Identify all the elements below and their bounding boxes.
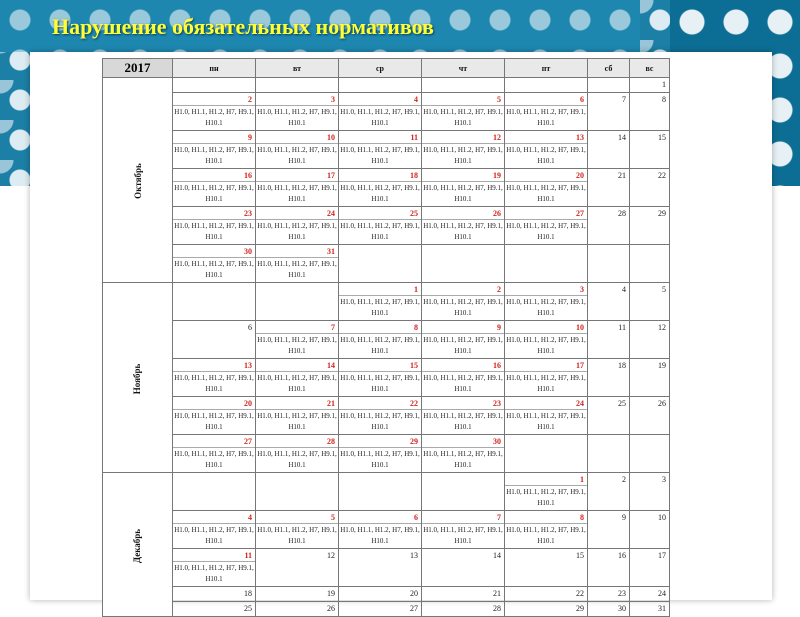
day-cell — [505, 131, 588, 169]
day-cell — [630, 93, 670, 131]
day-cell — [505, 602, 588, 617]
day-cell — [422, 435, 505, 473]
violation-codes: Н1.0, Н1.1, Н1.2, Н7, Н9.1, Н10.1 — [339, 143, 421, 168]
violation-codes: Н1.0, Н1.1, Н1.2, Н7, Н9.1, Н10.1 — [339, 447, 421, 472]
day-cell — [588, 321, 630, 359]
day-number: 26 — [658, 399, 666, 408]
page-title: Нарушение обязательных нормативов — [52, 14, 434, 39]
violation-codes: Н1.0, Н1.1, Н1.2, Н7, Н9.1, Н10.1 — [173, 409, 255, 434]
day-number: 31 — [327, 247, 335, 256]
violation-codes: Н1.0, Н1.1, Н1.2, Н7, Н9.1, Н10.1 — [505, 409, 587, 434]
day-cell — [588, 283, 630, 321]
day-number: 21 — [493, 589, 501, 598]
violation-codes: Н1.0, Н1.1, Н1.2, Н7, Н9.1, Н10.1 — [422, 143, 504, 168]
day-cell — [173, 169, 256, 207]
day-cell — [173, 435, 256, 473]
day-number: 2 — [497, 285, 501, 294]
weekday-header: чт — [422, 59, 505, 78]
day-number: 5 — [662, 285, 666, 294]
calendar-week-row — [103, 602, 670, 617]
day-cell — [173, 78, 256, 93]
violation-codes: Н1.0, Н1.1, Н1.2, Н7, Н9.1, Н10.1 — [422, 523, 504, 548]
day-cell — [256, 435, 339, 473]
day-number: 3 — [580, 285, 584, 294]
day-number: 5 — [331, 513, 335, 522]
day-cell — [339, 587, 422, 602]
violation-codes: Н1.0, Н1.1, Н1.2, Н7, Н9.1, Н10.1 — [422, 181, 504, 206]
calendar-week-row — [103, 169, 670, 207]
violation-codes: Н1.0, Н1.1, Н1.2, Н7, Н9.1, Н10.1 — [256, 181, 338, 206]
day-number: 2 — [622, 475, 626, 484]
day-cell — [588, 169, 630, 207]
day-cell — [505, 397, 588, 435]
day-number: 28 — [618, 209, 626, 218]
day-number: 16 — [244, 171, 252, 180]
day-cell — [256, 131, 339, 169]
day-number: 1 — [580, 475, 584, 484]
month-name: Ноябрь — [132, 363, 143, 394]
day-number: 20 — [410, 589, 418, 598]
day-cell — [339, 549, 422, 587]
day-cell — [422, 359, 505, 397]
day-cell — [422, 473, 505, 511]
violation-codes: Н1.0, Н1.1, Н1.2, Н7, Н9.1, Н10.1 — [505, 371, 587, 396]
day-number: 7 — [622, 95, 626, 104]
day-cell — [339, 602, 422, 617]
day-number: 27 — [576, 209, 584, 218]
day-cell — [256, 397, 339, 435]
day-cell — [339, 321, 422, 359]
day-number: 2 — [248, 95, 252, 104]
day-cell — [630, 321, 670, 359]
calendar-week-row — [103, 397, 670, 435]
day-number: 10 — [327, 133, 335, 142]
day-number: 15 — [658, 133, 666, 142]
day-cell — [256, 321, 339, 359]
violation-codes: Н1.0, Н1.1, Н1.2, Н7, Н9.1, Н10.1 — [173, 561, 255, 586]
violation-codes: Н1.0, Н1.1, Н1.2, Н7, Н9.1, Н10.1 — [339, 371, 421, 396]
violation-codes: Н1.0, Н1.1, Н1.2, Н7, Н9.1, Н10.1 — [505, 181, 587, 206]
day-cell — [505, 93, 588, 131]
day-number: 26 — [327, 604, 335, 613]
day-cell — [422, 169, 505, 207]
day-number: 11 — [244, 551, 252, 560]
day-number: 25 — [618, 399, 626, 408]
day-cell — [630, 207, 670, 245]
day-number: 16 — [618, 551, 626, 560]
day-cell — [173, 587, 256, 602]
day-cell — [505, 549, 588, 587]
day-cell — [588, 511, 630, 549]
day-number: 14 — [327, 361, 335, 370]
day-number: 12 — [493, 133, 501, 142]
violation-codes: Н1.0, Н1.1, Н1.2, Н7, Н9.1, Н10.1 — [422, 219, 504, 244]
day-cell — [630, 359, 670, 397]
day-cell — [588, 131, 630, 169]
day-cell — [256, 473, 339, 511]
day-cell — [422, 511, 505, 549]
day-cell — [256, 549, 339, 587]
day-number: 22 — [576, 589, 584, 598]
violation-codes: Н1.0, Н1.1, Н1.2, Н7, Н9.1, Н10.1 — [422, 371, 504, 396]
day-cell — [173, 283, 256, 321]
day-number: 18 — [410, 171, 418, 180]
day-cell — [588, 397, 630, 435]
violation-codes: Н1.0, Н1.1, Н1.2, Н7, Н9.1, Н10.1 — [339, 181, 421, 206]
day-cell — [630, 397, 670, 435]
day-number: 3 — [331, 95, 335, 104]
day-number: 24 — [327, 209, 335, 218]
day-number: 11 — [618, 323, 626, 332]
day-number: 19 — [658, 361, 666, 370]
violation-codes: Н1.0, Н1.1, Н1.2, Н7, Н9.1, Н10.1 — [339, 409, 421, 434]
day-number: 22 — [658, 171, 666, 180]
calendar-week-row — [103, 587, 670, 602]
day-cell — [256, 207, 339, 245]
day-cell — [173, 549, 256, 587]
day-number: 4 — [622, 285, 626, 294]
day-number: 15 — [576, 551, 584, 560]
day-number: 6 — [414, 513, 418, 522]
day-number: 27 — [244, 437, 252, 446]
day-number: 3 — [662, 475, 666, 484]
day-number: 1 — [414, 285, 418, 294]
violation-codes: Н1.0, Н1.1, Н1.2, Н7, Н9.1, Н10.1 — [422, 409, 504, 434]
month-name: Декабрь — [132, 528, 143, 563]
violation-codes: Н1.0, Н1.1, Н1.2, Н7, Н9.1, Н10.1 — [505, 219, 587, 244]
day-cell — [256, 602, 339, 617]
calendar-table — [102, 58, 670, 617]
day-number: 11 — [410, 133, 418, 142]
day-cell — [422, 283, 505, 321]
day-number: 7 — [331, 323, 335, 332]
day-cell — [630, 245, 670, 283]
day-number: 23 — [618, 589, 626, 598]
day-cell — [422, 587, 505, 602]
violation-codes: Н1.0, Н1.1, Н1.2, Н7, Н9.1, Н10.1 — [422, 447, 504, 472]
day-cell — [505, 78, 588, 93]
day-cell — [588, 207, 630, 245]
day-number: 17 — [327, 171, 335, 180]
weekday-header: вт — [256, 59, 339, 78]
day-number: 9 — [622, 513, 626, 522]
day-cell — [339, 359, 422, 397]
day-number: 13 — [576, 133, 584, 142]
violation-codes: Н1.0, Н1.1, Н1.2, Н7, Н9.1, Н10.1 — [173, 219, 255, 244]
day-cell — [588, 245, 630, 283]
day-cell — [630, 473, 670, 511]
day-number: 13 — [410, 551, 418, 560]
day-number: 8 — [580, 513, 584, 522]
month-label — [103, 283, 173, 473]
day-cell — [630, 435, 670, 473]
violation-codes: Н1.0, Н1.1, Н1.2, Н7, Н9.1, Н10.1 — [339, 219, 421, 244]
calendar-header-row — [103, 59, 670, 78]
day-number: 25 — [410, 209, 418, 218]
day-number: 19 — [493, 171, 501, 180]
day-number: 21 — [327, 399, 335, 408]
day-number: 6 — [580, 95, 584, 104]
violation-codes: Н1.0, Н1.1, Н1.2, Н7, Н9.1, Н10.1 — [173, 181, 255, 206]
day-number: 20 — [576, 171, 584, 180]
day-cell — [173, 207, 256, 245]
violation-codes: Н1.0, Н1.1, Н1.2, Н7, Н9.1, Н10.1 — [256, 409, 338, 434]
day-cell — [422, 549, 505, 587]
day-cell — [256, 169, 339, 207]
day-cell — [256, 283, 339, 321]
violation-codes: Н1.0, Н1.1, Н1.2, Н7, Н9.1, Н10.1 — [256, 447, 338, 472]
calendar-week-row — [103, 321, 670, 359]
month-label — [103, 473, 173, 617]
day-cell — [630, 78, 670, 93]
day-cell — [173, 511, 256, 549]
calendar-week-row — [103, 131, 670, 169]
day-number: 15 — [410, 361, 418, 370]
day-cell — [505, 587, 588, 602]
violation-codes: Н1.0, Н1.1, Н1.2, Н7, Н9.1, Н10.1 — [505, 295, 587, 320]
violation-codes: Н1.0, Н1.1, Н1.2, Н7, Н9.1, Н10.1 — [422, 333, 504, 358]
day-number: 16 — [493, 361, 501, 370]
day-cell — [256, 93, 339, 131]
day-cell — [588, 93, 630, 131]
day-cell — [339, 245, 422, 283]
day-number: 28 — [493, 604, 501, 613]
violation-codes: Н1.0, Н1.1, Н1.2, Н7, Н9.1, Н10.1 — [173, 447, 255, 472]
violation-codes: Н1.0, Н1.1, Н1.2, Н7, Н9.1, Н10.1 — [339, 105, 421, 130]
day-cell — [173, 131, 256, 169]
violation-codes: Н1.0, Н1.1, Н1.2, Н7, Н9.1, Н10.1 — [505, 333, 587, 358]
day-cell — [173, 397, 256, 435]
day-number: 19 — [327, 589, 335, 598]
day-number: 18 — [618, 361, 626, 370]
day-cell — [422, 93, 505, 131]
day-number: 18 — [244, 589, 252, 598]
day-number: 24 — [658, 589, 666, 598]
day-cell — [339, 93, 422, 131]
day-cell — [173, 602, 256, 617]
calendar-week-row — [103, 549, 670, 587]
day-cell — [630, 602, 670, 617]
day-cell — [256, 511, 339, 549]
violation-codes: Н1.0, Н1.1, Н1.2, Н7, Н9.1, Н10.1 — [256, 105, 338, 130]
day-cell — [630, 283, 670, 321]
violation-codes: Н1.0, Н1.1, Н1.2, Н7, Н9.1, Н10.1 — [173, 143, 255, 168]
day-cell — [173, 359, 256, 397]
day-cell — [588, 587, 630, 602]
violation-codes: Н1.0, Н1.1, Н1.2, Н7, Н9.1, Н10.1 — [339, 333, 421, 358]
day-cell — [173, 93, 256, 131]
day-cell — [588, 473, 630, 511]
month-label — [103, 78, 173, 283]
day-cell — [339, 283, 422, 321]
month-name: Октябрь — [132, 163, 143, 199]
violation-codes: Н1.0, Н1.1, Н1.2, Н7, Н9.1, Н10.1 — [173, 105, 255, 130]
day-number: 6 — [248, 323, 252, 332]
calendar-year: 2017 — [103, 59, 173, 78]
violation-codes: Н1.0, Н1.1, Н1.2, Н7, Н9.1, Н10.1 — [256, 143, 338, 168]
day-cell — [256, 359, 339, 397]
violation-codes: Н1.0, Н1.1, Н1.2, Н7, Н9.1, Н10.1 — [505, 143, 587, 168]
day-number: 14 — [493, 551, 501, 560]
day-number: 12 — [658, 323, 666, 332]
calendar-week-row — [103, 207, 670, 245]
day-number: 21 — [618, 171, 626, 180]
calendar-week-row — [103, 473, 670, 511]
weekday-header: ср — [339, 59, 422, 78]
calendar-week-row — [103, 511, 670, 549]
day-number: 10 — [576, 323, 584, 332]
violation-codes: Н1.0, Н1.1, Н1.2, Н7, Н9.1, Н10.1 — [422, 295, 504, 320]
day-cell — [505, 435, 588, 473]
day-cell — [505, 245, 588, 283]
day-cell — [505, 511, 588, 549]
day-cell — [422, 321, 505, 359]
day-number: 4 — [248, 513, 252, 522]
day-number: 23 — [244, 209, 252, 218]
day-number: 27 — [410, 604, 418, 613]
day-cell — [256, 245, 339, 283]
violation-codes: Н1.0, Н1.1, Н1.2, Н7, Н9.1, Н10.1 — [505, 485, 587, 510]
day-cell — [588, 78, 630, 93]
day-cell — [339, 473, 422, 511]
day-cell — [422, 602, 505, 617]
day-number: 28 — [327, 437, 335, 446]
day-cell — [339, 397, 422, 435]
day-number: 31 — [658, 604, 666, 613]
day-number: 29 — [658, 209, 666, 218]
violation-codes: Н1.0, Н1.1, Н1.2, Н7, Н9.1, Н10.1 — [173, 257, 255, 282]
day-cell — [588, 359, 630, 397]
calendar-week-row — [103, 359, 670, 397]
day-cell — [256, 78, 339, 93]
day-cell — [505, 283, 588, 321]
violation-codes: Н1.0, Н1.1, Н1.2, Н7, Н9.1, Н10.1 — [505, 523, 587, 548]
day-cell — [339, 169, 422, 207]
day-cell — [422, 131, 505, 169]
day-cell — [173, 245, 256, 283]
day-cell — [339, 131, 422, 169]
day-number: 7 — [497, 513, 501, 522]
day-number: 22 — [410, 399, 418, 408]
day-number: 29 — [410, 437, 418, 446]
calendar-week-row — [103, 78, 670, 93]
day-cell — [588, 435, 630, 473]
day-cell — [256, 587, 339, 602]
violation-codes: Н1.0, Н1.1, Н1.2, Н7, Н9.1, Н10.1 — [256, 219, 338, 244]
day-cell — [422, 78, 505, 93]
violation-codes: Н1.0, Н1.1, Н1.2, Н7, Н9.1, Н10.1 — [339, 523, 421, 548]
day-number: 13 — [244, 361, 252, 370]
day-number: 5 — [497, 95, 501, 104]
day-number: 30 — [618, 604, 626, 613]
day-number: 10 — [658, 513, 666, 522]
day-number: 9 — [248, 133, 252, 142]
weekday-header: сб — [588, 59, 630, 78]
day-cell — [339, 511, 422, 549]
day-number: 23 — [493, 399, 501, 408]
violation-codes: Н1.0, Н1.1, Н1.2, Н7, Н9.1, Н10.1 — [173, 523, 255, 548]
day-cell — [505, 473, 588, 511]
day-number: 26 — [493, 209, 501, 218]
day-number: 17 — [658, 551, 666, 560]
day-number: 17 — [576, 361, 584, 370]
day-number: 8 — [414, 323, 418, 332]
day-cell — [422, 207, 505, 245]
day-number: 9 — [497, 323, 501, 332]
day-cell — [505, 321, 588, 359]
calendar-week-row — [103, 245, 670, 283]
day-cell — [588, 602, 630, 617]
weekday-header: пт — [505, 59, 588, 78]
day-cell — [422, 245, 505, 283]
violation-codes: Н1.0, Н1.1, Н1.2, Н7, Н9.1, Н10.1 — [256, 371, 338, 396]
day-cell — [588, 549, 630, 587]
weekday-header: вс — [630, 59, 670, 78]
day-number: 8 — [662, 95, 666, 104]
day-number: 1 — [662, 80, 666, 89]
day-cell — [630, 511, 670, 549]
day-number: 14 — [618, 133, 626, 142]
day-cell — [630, 169, 670, 207]
day-number: 30 — [493, 437, 501, 446]
violation-codes: Н1.0, Н1.1, Н1.2, Н7, Н9.1, Н10.1 — [422, 105, 504, 130]
day-cell — [339, 435, 422, 473]
violation-codes: Н1.0, Н1.1, Н1.2, Н7, Н9.1, Н10.1 — [173, 371, 255, 396]
day-number: 30 — [244, 247, 252, 256]
day-cell — [173, 473, 256, 511]
violation-codes: Н1.0, Н1.1, Н1.2, Н7, Н9.1, Н10.1 — [505, 105, 587, 130]
violation-codes: Н1.0, Н1.1, Н1.2, Н7, Н9.1, Н10.1 — [256, 257, 338, 282]
calendar-week-row — [103, 93, 670, 131]
day-cell — [339, 207, 422, 245]
day-cell — [339, 78, 422, 93]
day-number: 20 — [244, 399, 252, 408]
day-number: 24 — [576, 399, 584, 408]
violation-codes: Н1.0, Н1.1, Н1.2, Н7, Н9.1, Н10.1 — [339, 295, 421, 320]
day-cell — [505, 207, 588, 245]
day-cell — [630, 131, 670, 169]
day-cell — [422, 397, 505, 435]
day-number: 29 — [576, 604, 584, 613]
day-number: 4 — [414, 95, 418, 104]
calendar-week-row — [103, 435, 670, 473]
violation-codes: Н1.0, Н1.1, Н1.2, Н7, Н9.1, Н10.1 — [256, 523, 338, 548]
violation-codes: Н1.0, Н1.1, Н1.2, Н7, Н9.1, Н10.1 — [256, 333, 338, 358]
day-cell — [630, 549, 670, 587]
day-cell — [173, 321, 256, 359]
calendar-week-row — [103, 283, 670, 321]
day-cell — [505, 169, 588, 207]
weekday-header: пн — [173, 59, 256, 78]
day-number: 25 — [244, 604, 252, 613]
day-number: 12 — [327, 551, 335, 560]
day-cell — [630, 587, 670, 602]
day-cell — [505, 359, 588, 397]
